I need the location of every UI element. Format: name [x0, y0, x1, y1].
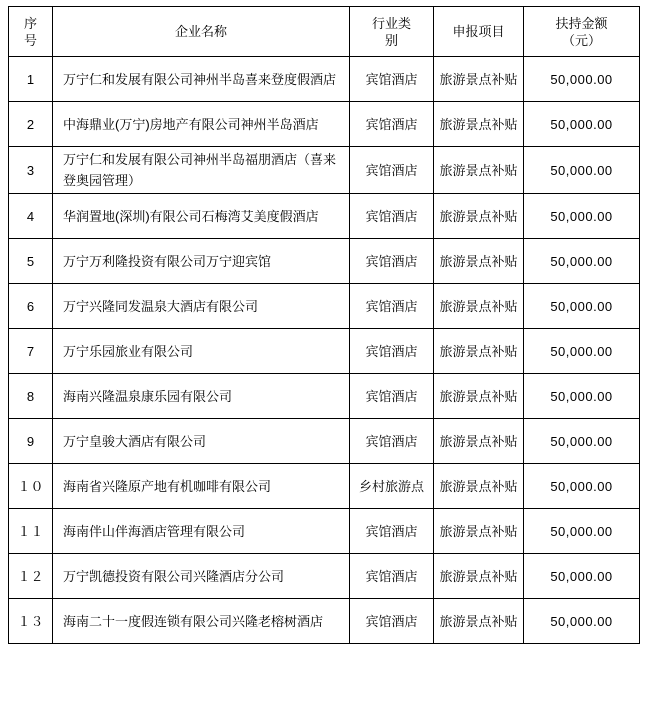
cell-company-name: 万宁万利隆投资有限公司万宁迎宾馆	[53, 239, 350, 284]
table-row	[9, 554, 640, 599]
cell-seq: 5	[9, 239, 53, 284]
cell-project: 旅游景点补贴	[434, 329, 524, 374]
cell-amount: 50,000.00	[524, 554, 640, 599]
cell-company-name: 万宁凯德投资有限公司兴隆酒店分公司	[53, 554, 350, 599]
column-header-project: 申报项目	[434, 7, 524, 57]
table-row	[9, 194, 640, 239]
column-header-amount	[524, 7, 640, 57]
cell-seq: 3	[9, 147, 53, 194]
cell-project: 旅游景点补贴	[434, 194, 524, 239]
cell-seq: １２	[9, 554, 53, 599]
cell-amount: 50,000.00	[524, 599, 640, 644]
cell-company-name: 万宁仁和发展有限公司神州半岛福朋酒店（喜来登奥园管理）	[53, 147, 350, 194]
cell-amount: 50,000.00	[524, 419, 640, 464]
cell-project: 旅游景点补贴	[434, 239, 524, 284]
cell-industry: 乡村旅游点	[350, 464, 434, 509]
cell-seq: 9	[9, 419, 53, 464]
cell-project: 旅游景点补贴	[434, 102, 524, 147]
cell-project: 旅游景点补贴	[434, 509, 524, 554]
cell-company-name: 海南省兴隆原产地有机咖啡有限公司	[53, 464, 350, 509]
cell-industry: 宾馆酒店	[350, 509, 434, 554]
cell-seq: 1	[9, 57, 53, 102]
cell-amount: 50,000.00	[524, 464, 640, 509]
table-row	[9, 239, 640, 284]
cell-industry: 宾馆酒店	[350, 329, 434, 374]
cell-industry: 宾馆酒店	[350, 554, 434, 599]
cell-company-name: 海南二十一度假连锁有限公司兴隆老榕树酒店	[53, 599, 350, 644]
cell-amount: 50,000.00	[524, 147, 640, 194]
cell-amount: 50,000.00	[524, 102, 640, 147]
cell-project: 旅游景点补贴	[434, 554, 524, 599]
column-header-industry-line2: 别	[384, 32, 398, 48]
table-row	[9, 102, 640, 147]
cell-industry: 宾馆酒店	[350, 102, 434, 147]
table-row	[9, 509, 640, 554]
table-row	[9, 599, 640, 644]
cell-amount: 50,000.00	[524, 57, 640, 102]
table-row	[9, 374, 640, 419]
cell-project: 旅游景点补贴	[434, 464, 524, 509]
table-row	[9, 464, 640, 509]
table-row	[9, 419, 640, 464]
table-header-row	[9, 7, 640, 57]
cell-project: 旅游景点补贴	[434, 599, 524, 644]
cell-industry: 宾馆酒店	[350, 57, 434, 102]
cell-seq: １３	[9, 599, 53, 644]
cell-industry: 宾馆酒店	[350, 599, 434, 644]
grant-support-table	[8, 6, 640, 644]
cell-project: 旅游景点补贴	[434, 374, 524, 419]
cell-company-name: 华润置地(深圳)有限公司石梅湾艾美度假酒店	[53, 194, 350, 239]
cell-industry: 宾馆酒店	[350, 419, 434, 464]
cell-company-name: 万宁兴隆同发温泉大酒店有限公司	[53, 284, 350, 329]
column-header-company-name: 企业名称	[53, 7, 350, 57]
cell-project: 旅游景点补贴	[434, 284, 524, 329]
cell-amount: 50,000.00	[524, 239, 640, 284]
cell-company-name: 海南伴山伴海酒店管理有限公司	[53, 509, 350, 554]
column-header-amount-line2: （元）	[561, 32, 601, 48]
cell-amount: 50,000.00	[524, 329, 640, 374]
table-row	[9, 147, 640, 194]
cell-industry: 宾馆酒店	[350, 374, 434, 419]
cell-industry: 宾馆酒店	[350, 147, 434, 194]
cell-company-name: 万宁仁和发展有限公司神州半岛喜来登度假酒店	[53, 57, 350, 102]
table-row	[9, 329, 640, 374]
column-header-industry-line1: 行业类	[371, 15, 411, 31]
cell-amount: 50,000.00	[524, 194, 640, 239]
cell-company-name: 万宁乐园旅业有限公司	[53, 329, 350, 374]
column-header-seq-line1: 序	[23, 15, 37, 31]
table-row	[9, 57, 640, 102]
cell-industry: 宾馆酒店	[350, 194, 434, 239]
cell-seq: 8	[9, 374, 53, 419]
cell-industry: 宾馆酒店	[350, 239, 434, 284]
cell-seq: １１	[9, 509, 53, 554]
cell-project: 旅游景点补贴	[434, 147, 524, 194]
column-header-amount-line1: 扶持金额	[555, 15, 608, 31]
cell-company-name: 中海鼎业(万宁)房地产有限公司神州半岛酒店	[53, 102, 350, 147]
cell-seq: 2	[9, 102, 53, 147]
column-header-seq-line2: 号	[23, 32, 37, 48]
cell-seq: 4	[9, 194, 53, 239]
column-header-industry	[350, 7, 434, 57]
cell-project: 旅游景点补贴	[434, 419, 524, 464]
cell-seq: １０	[9, 464, 53, 509]
cell-company-name: 万宁皇骏大酒店有限公司	[53, 419, 350, 464]
cell-project: 旅游景点补贴	[434, 57, 524, 102]
table-header	[9, 7, 640, 57]
cell-seq: 6	[9, 284, 53, 329]
table-row	[9, 284, 640, 329]
cell-industry: 宾馆酒店	[350, 284, 434, 329]
cell-seq: 7	[9, 329, 53, 374]
cell-amount: 50,000.00	[524, 284, 640, 329]
cell-amount: 50,000.00	[524, 509, 640, 554]
cell-amount: 50,000.00	[524, 374, 640, 419]
column-header-seq	[9, 7, 53, 57]
table-body	[9, 57, 640, 644]
cell-company-name: 海南兴隆温泉康乐园有限公司	[53, 374, 350, 419]
